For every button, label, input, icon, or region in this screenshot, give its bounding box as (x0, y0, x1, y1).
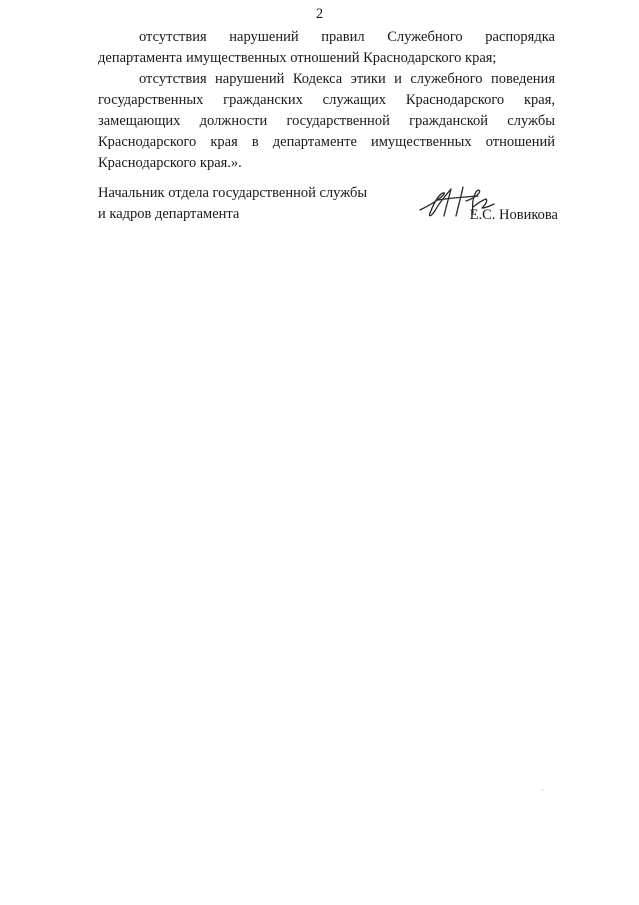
signatory-position-line-1: Начальник отдела государственной службы (98, 185, 368, 201)
paragraph-1: отсутствия нарушений правил Служебного распорядка департамента имущественных отношений Краснодарского края; (98, 29, 555, 66)
body-text (98, 27, 555, 174)
paragraph-2: отсутствия нарушений Кодекса этики и служебного поведения государственных гражданских служащих Краснодарского края, замещающих должности государственной гражданской службы Краснодарского края в департаменте имущественных отношений Краснодарского края.». (98, 71, 555, 171)
signature-block (98, 183, 558, 243)
signatory-position-line-2: и кадров департамента (98, 206, 240, 222)
signatory-position (98, 183, 367, 225)
signatory-name: Е.С. Новикова (469, 207, 558, 223)
scan-speck (542, 789, 543, 790)
page-number: 2 (315, 6, 324, 22)
